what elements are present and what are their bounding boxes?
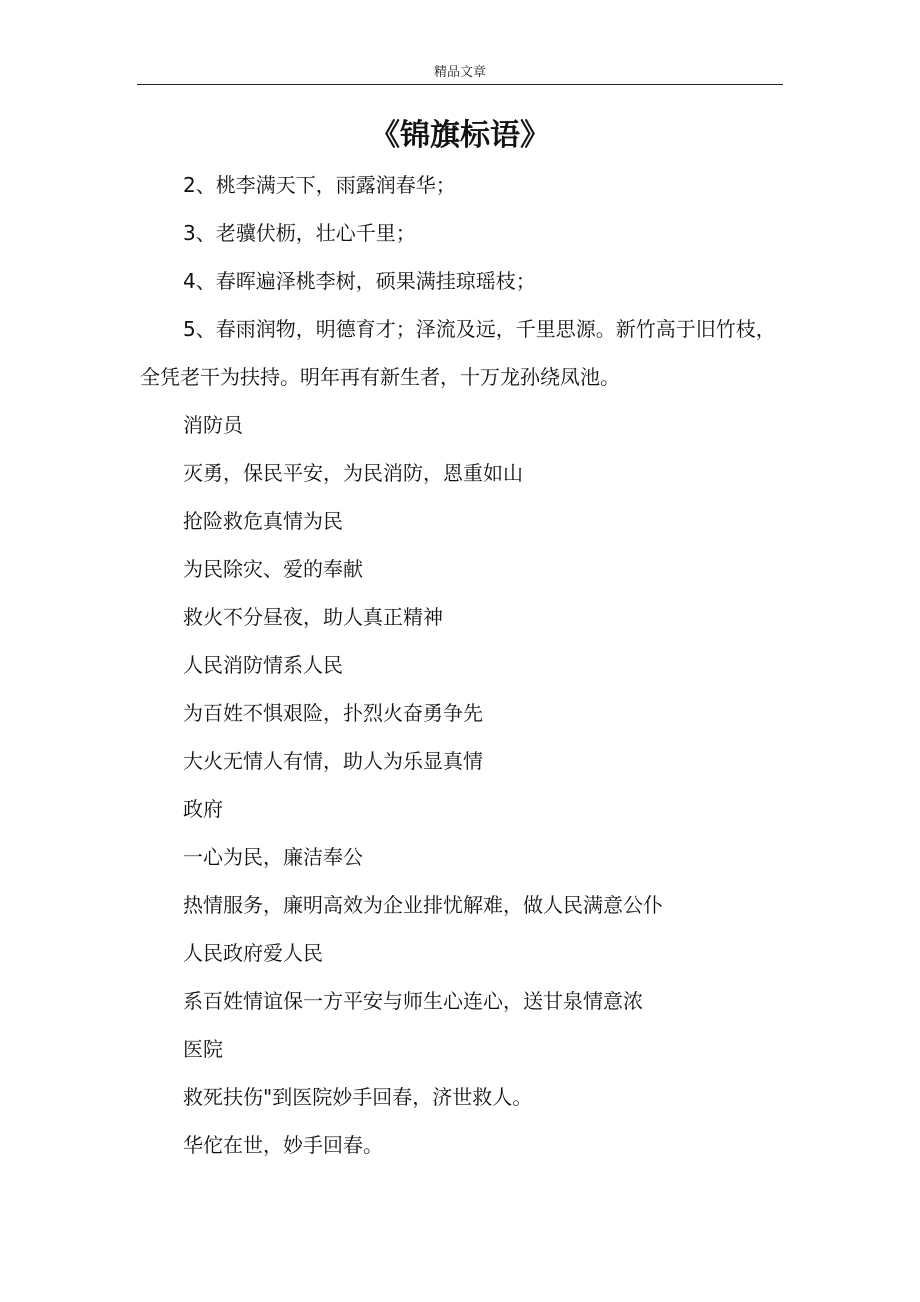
paragraph: 5、春雨润物，明德育才；泽流及远，千里思源。新竹高于旧竹枝，全凭老干为扶持。明年再有新生者，十万龙孙绕凤池。 <box>140 317 776 389</box>
paragraph: 人民政府爱人民 <box>183 941 323 965</box>
paragraph: 3、老骥伏枥，壮心千里； <box>183 221 416 245</box>
paragraph: 为民除灾、爱的奉献 <box>183 557 363 581</box>
document-body <box>140 161 785 1169</box>
paragraph: 医院 <box>183 1037 223 1061</box>
paragraph: 消防员 <box>183 413 243 437</box>
header-divider <box>137 84 783 85</box>
paragraph: 一心为民，廉洁奉公 <box>183 845 363 869</box>
paragraph: 4、春晖遍泽桃李树，硕果满挂琼瑶枝； <box>183 269 536 293</box>
paragraph: 救死扶伤"到医院妙手回春，济世救人。 <box>183 1085 533 1109</box>
paragraph: 抢险救危真情为民 <box>183 509 343 533</box>
paragraph: 救火不分昼夜，助人真正精神 <box>183 605 443 629</box>
paragraph: 大火无情人有情，助人为乐显真情 <box>183 749 483 773</box>
paragraph: 政府 <box>183 797 223 821</box>
paragraph: 华佗在世，妙手回春。 <box>183 1133 383 1157</box>
paragraph: 人民消防情系人民 <box>183 653 343 677</box>
paragraph: 系百姓情谊保一方平安与师生心连心，送甘泉情意浓 <box>183 989 643 1013</box>
document-title: 《锦旗标语》 <box>370 118 550 153</box>
paragraph: 热情服务，廉明高效为企业排忧解难，做人民满意公仆 <box>183 893 663 917</box>
paragraph: 为百姓不惧艰险，扑烈火奋勇争先 <box>183 701 483 725</box>
paragraph: 灭勇，保民平安，为民消防，恩重如山 <box>183 461 523 485</box>
page-header: 精品文章 <box>433 65 486 80</box>
paragraph: 2、桃李满天下，雨露润春华； <box>183 173 456 197</box>
